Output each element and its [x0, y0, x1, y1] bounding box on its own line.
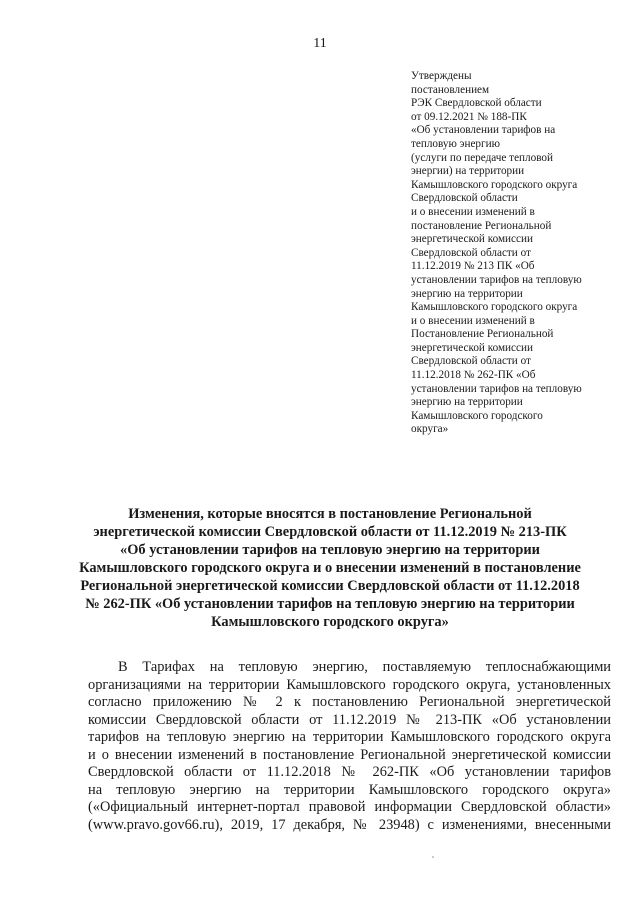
body-line: на тепловую энергию на территории Камышловского городского округа»: [88, 781, 611, 798]
body-line: комиссии Свердловской области от 11.12.2019 № 213-ПК «Об установлении: [88, 711, 611, 728]
approval-line: Свердловской области от: [411, 246, 531, 259]
approval-line: энергии) на территории: [411, 165, 525, 178]
approval-line: Постановление Региональной: [411, 328, 554, 341]
title-line: Камышловского городского округа»: [211, 614, 449, 630]
body-line: («Официальный интернет-портал правовой информации Свердловской области»: [88, 799, 611, 815]
body-line: В Тарифах на тепловую энергию, поставляемую теплоснабжающими: [118, 659, 611, 675]
body-line: (www.pravo.gov66.ru), 2019, 17 декабря, № 23948) с изменениями, внесенными: [88, 816, 611, 833]
approval-line: Камышловского городского округа: [411, 301, 578, 314]
approval-line: Камышловского городского: [411, 409, 543, 422]
scan-speck: [432, 856, 434, 858]
title-line: «Об установлении тарифов на тепловую энергию на территории: [120, 542, 540, 558]
approval-line: энергию на территории: [411, 287, 523, 300]
body-line: согласно приложению № 2 к постановлению Региональной энергетической: [88, 694, 611, 710]
title-line: Региональной энергетической комиссии Свердловской области от 11.12.2018: [80, 578, 580, 594]
approval-line: Свердловской области от: [411, 355, 531, 368]
approval-line: округа»: [411, 423, 449, 436]
title-line: Изменения, которые вносятся в постановление Региональной: [128, 506, 532, 522]
body-line: организациями на территории Камышловского городского округа, установленных: [88, 676, 611, 693]
approval-line: установлении тарифов на тепловую: [411, 382, 582, 395]
approval-line: (услуги по передаче тепловой: [411, 151, 553, 164]
title-line: Камышловского городского округа и о внесении изменений в постановление: [79, 560, 581, 576]
document-title: [70, 505, 590, 631]
approval-line: Свердловской области: [411, 192, 518, 205]
title-line: энергетической комиссии Свердловской области от 11.12.2019 № 213-ПК: [93, 524, 567, 540]
body-paragraph: [88, 659, 611, 834]
approval-line: «Об установлении тарифов на: [411, 124, 556, 137]
approval-line: от 09.12.2021 № 188-ПК: [411, 110, 527, 123]
approval-line: 11.12.2019 № 213 ПК «Об: [411, 260, 535, 273]
approval-line: энергию на территории: [411, 396, 523, 409]
approval-line: и о внесении изменений в: [411, 314, 535, 327]
approval-line: Камышловского городского округа: [411, 178, 578, 191]
approval-line: тепловую энергию: [411, 137, 500, 150]
approval-block: [411, 70, 626, 437]
page-number: 11: [313, 36, 327, 51]
title-line: № 262-ПК «Об установлении тарифов на тепловую энергию на территории: [85, 596, 575, 612]
body-line: тарифов на тепловую энергию на территории Камышловского городского округа: [88, 729, 611, 745]
approval-line: установлении тарифов на тепловую: [411, 273, 582, 286]
approval-line: постановлением: [411, 83, 490, 96]
body-line: и о внесении изменений в постановление Региональной энергетической комиссии: [88, 746, 611, 763]
approval-line: постановление Региональной: [411, 219, 552, 232]
approval-line: Утверждены: [411, 70, 472, 82]
approval-line: 11.12.2018 № 262-ПК «Об: [411, 369, 536, 382]
approval-line: РЭК Свердловской области: [411, 97, 542, 110]
approval-line: и о внесении изменений в: [411, 205, 535, 218]
approval-line: энергетической комиссии: [411, 341, 533, 354]
approval-line: энергетической комиссии: [411, 233, 533, 246]
body-line: Свердловской области от 11.12.2018 № 262-ПК «Об установлении тарифов: [88, 764, 611, 780]
